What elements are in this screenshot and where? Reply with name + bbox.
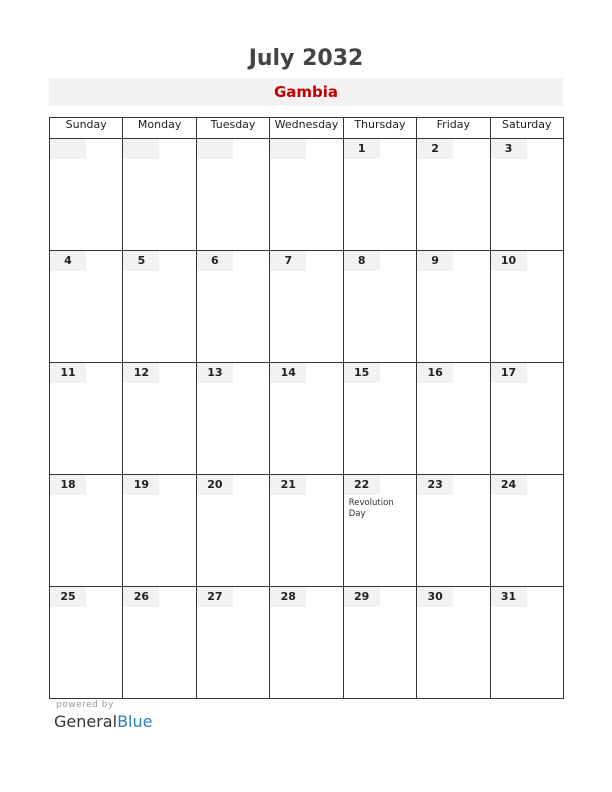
day-cell (123, 139, 196, 251)
day-cell (270, 363, 343, 475)
day-cell (490, 475, 563, 587)
day-number (270, 139, 306, 159)
day-number: 19 (123, 475, 159, 495)
week-row (50, 251, 564, 363)
holiday-label: Revolution Day (348, 498, 394, 519)
day-number: 16 (417, 363, 453, 383)
day-number: 7 (270, 251, 306, 271)
brand-part-blue: Blue (117, 712, 153, 731)
day-cell (196, 363, 269, 475)
day-number: 10 (491, 251, 527, 271)
day-number: 15 (344, 363, 380, 383)
weekday-friday: Friday (417, 118, 490, 139)
day-cell (123, 475, 196, 587)
day-cell (343, 139, 416, 251)
weekday-header-row (50, 118, 564, 139)
generalblue-logo[interactable] (54, 712, 152, 731)
day-cell (343, 363, 416, 475)
weekday-thursday: Thursday (343, 118, 416, 139)
country-name: Gambia (273, 83, 339, 101)
calendar-title: July 2032 (248, 46, 364, 71)
weekday-tuesday: Tuesday (196, 118, 269, 139)
day-cell (343, 251, 416, 363)
calendar-body (50, 139, 564, 699)
day-number: 23 (417, 475, 453, 495)
day-cell (50, 251, 123, 363)
day-cell (417, 251, 490, 363)
day-number: 21 (270, 475, 306, 495)
day-number: 27 (197, 587, 233, 607)
day-number: 13 (197, 363, 233, 383)
day-number: 1 (344, 139, 380, 159)
day-cell (490, 251, 563, 363)
day-cell (196, 139, 269, 251)
day-cell (343, 587, 416, 699)
weekday-saturday: Saturday (490, 118, 563, 139)
day-cell (490, 363, 563, 475)
brand-part-general: General (54, 712, 118, 731)
day-cell (196, 475, 269, 587)
day-number: 29 (344, 587, 380, 607)
day-number: 17 (491, 363, 527, 383)
day-cell (490, 587, 563, 699)
day-number: 25 (50, 587, 86, 607)
day-number: 28 (270, 587, 306, 607)
day-cell (417, 587, 490, 699)
day-cell (50, 363, 123, 475)
day-number (50, 139, 86, 159)
powered-by-text: powered by (56, 700, 114, 710)
day-number: 5 (123, 251, 159, 271)
day-number (123, 139, 159, 159)
day-cell (490, 139, 563, 251)
day-number: 31 (491, 587, 527, 607)
day-cell (270, 587, 343, 699)
day-cell (196, 587, 269, 699)
day-number: 18 (50, 475, 86, 495)
day-number: 24 (491, 475, 527, 495)
day-number: 8 (344, 251, 380, 271)
day-number: 20 (197, 475, 233, 495)
week-row (50, 587, 564, 699)
day-number: 22 (344, 475, 380, 495)
day-cell (50, 587, 123, 699)
calendar-grid (49, 117, 564, 699)
day-cell (270, 475, 343, 587)
day-cell (343, 475, 416, 587)
day-number: 12 (123, 363, 159, 383)
day-cell (123, 363, 196, 475)
weekday-wednesday: Wednesday (270, 118, 343, 139)
day-cell (270, 251, 343, 363)
weekday-monday: Monday (123, 118, 196, 139)
day-number: 11 (50, 363, 86, 383)
country-bar (49, 78, 563, 106)
day-cell (50, 139, 123, 251)
day-number: 26 (123, 587, 159, 607)
day-number: 6 (197, 251, 233, 271)
day-cell (123, 587, 196, 699)
day-number: 14 (270, 363, 306, 383)
week-row (50, 475, 564, 587)
day-cell (417, 363, 490, 475)
day-number: 3 (491, 139, 527, 159)
week-row (50, 363, 564, 475)
day-number (197, 139, 233, 159)
weekday-sunday: Sunday (50, 118, 123, 139)
week-row (50, 139, 564, 251)
day-number: 2 (417, 139, 453, 159)
day-cell (417, 475, 490, 587)
day-cell (50, 475, 123, 587)
day-number: 4 (50, 251, 86, 271)
day-cell (123, 251, 196, 363)
day-cell (196, 251, 269, 363)
day-number: 9 (417, 251, 453, 271)
day-cell (270, 139, 343, 251)
day-number: 30 (417, 587, 453, 607)
day-cell (417, 139, 490, 251)
